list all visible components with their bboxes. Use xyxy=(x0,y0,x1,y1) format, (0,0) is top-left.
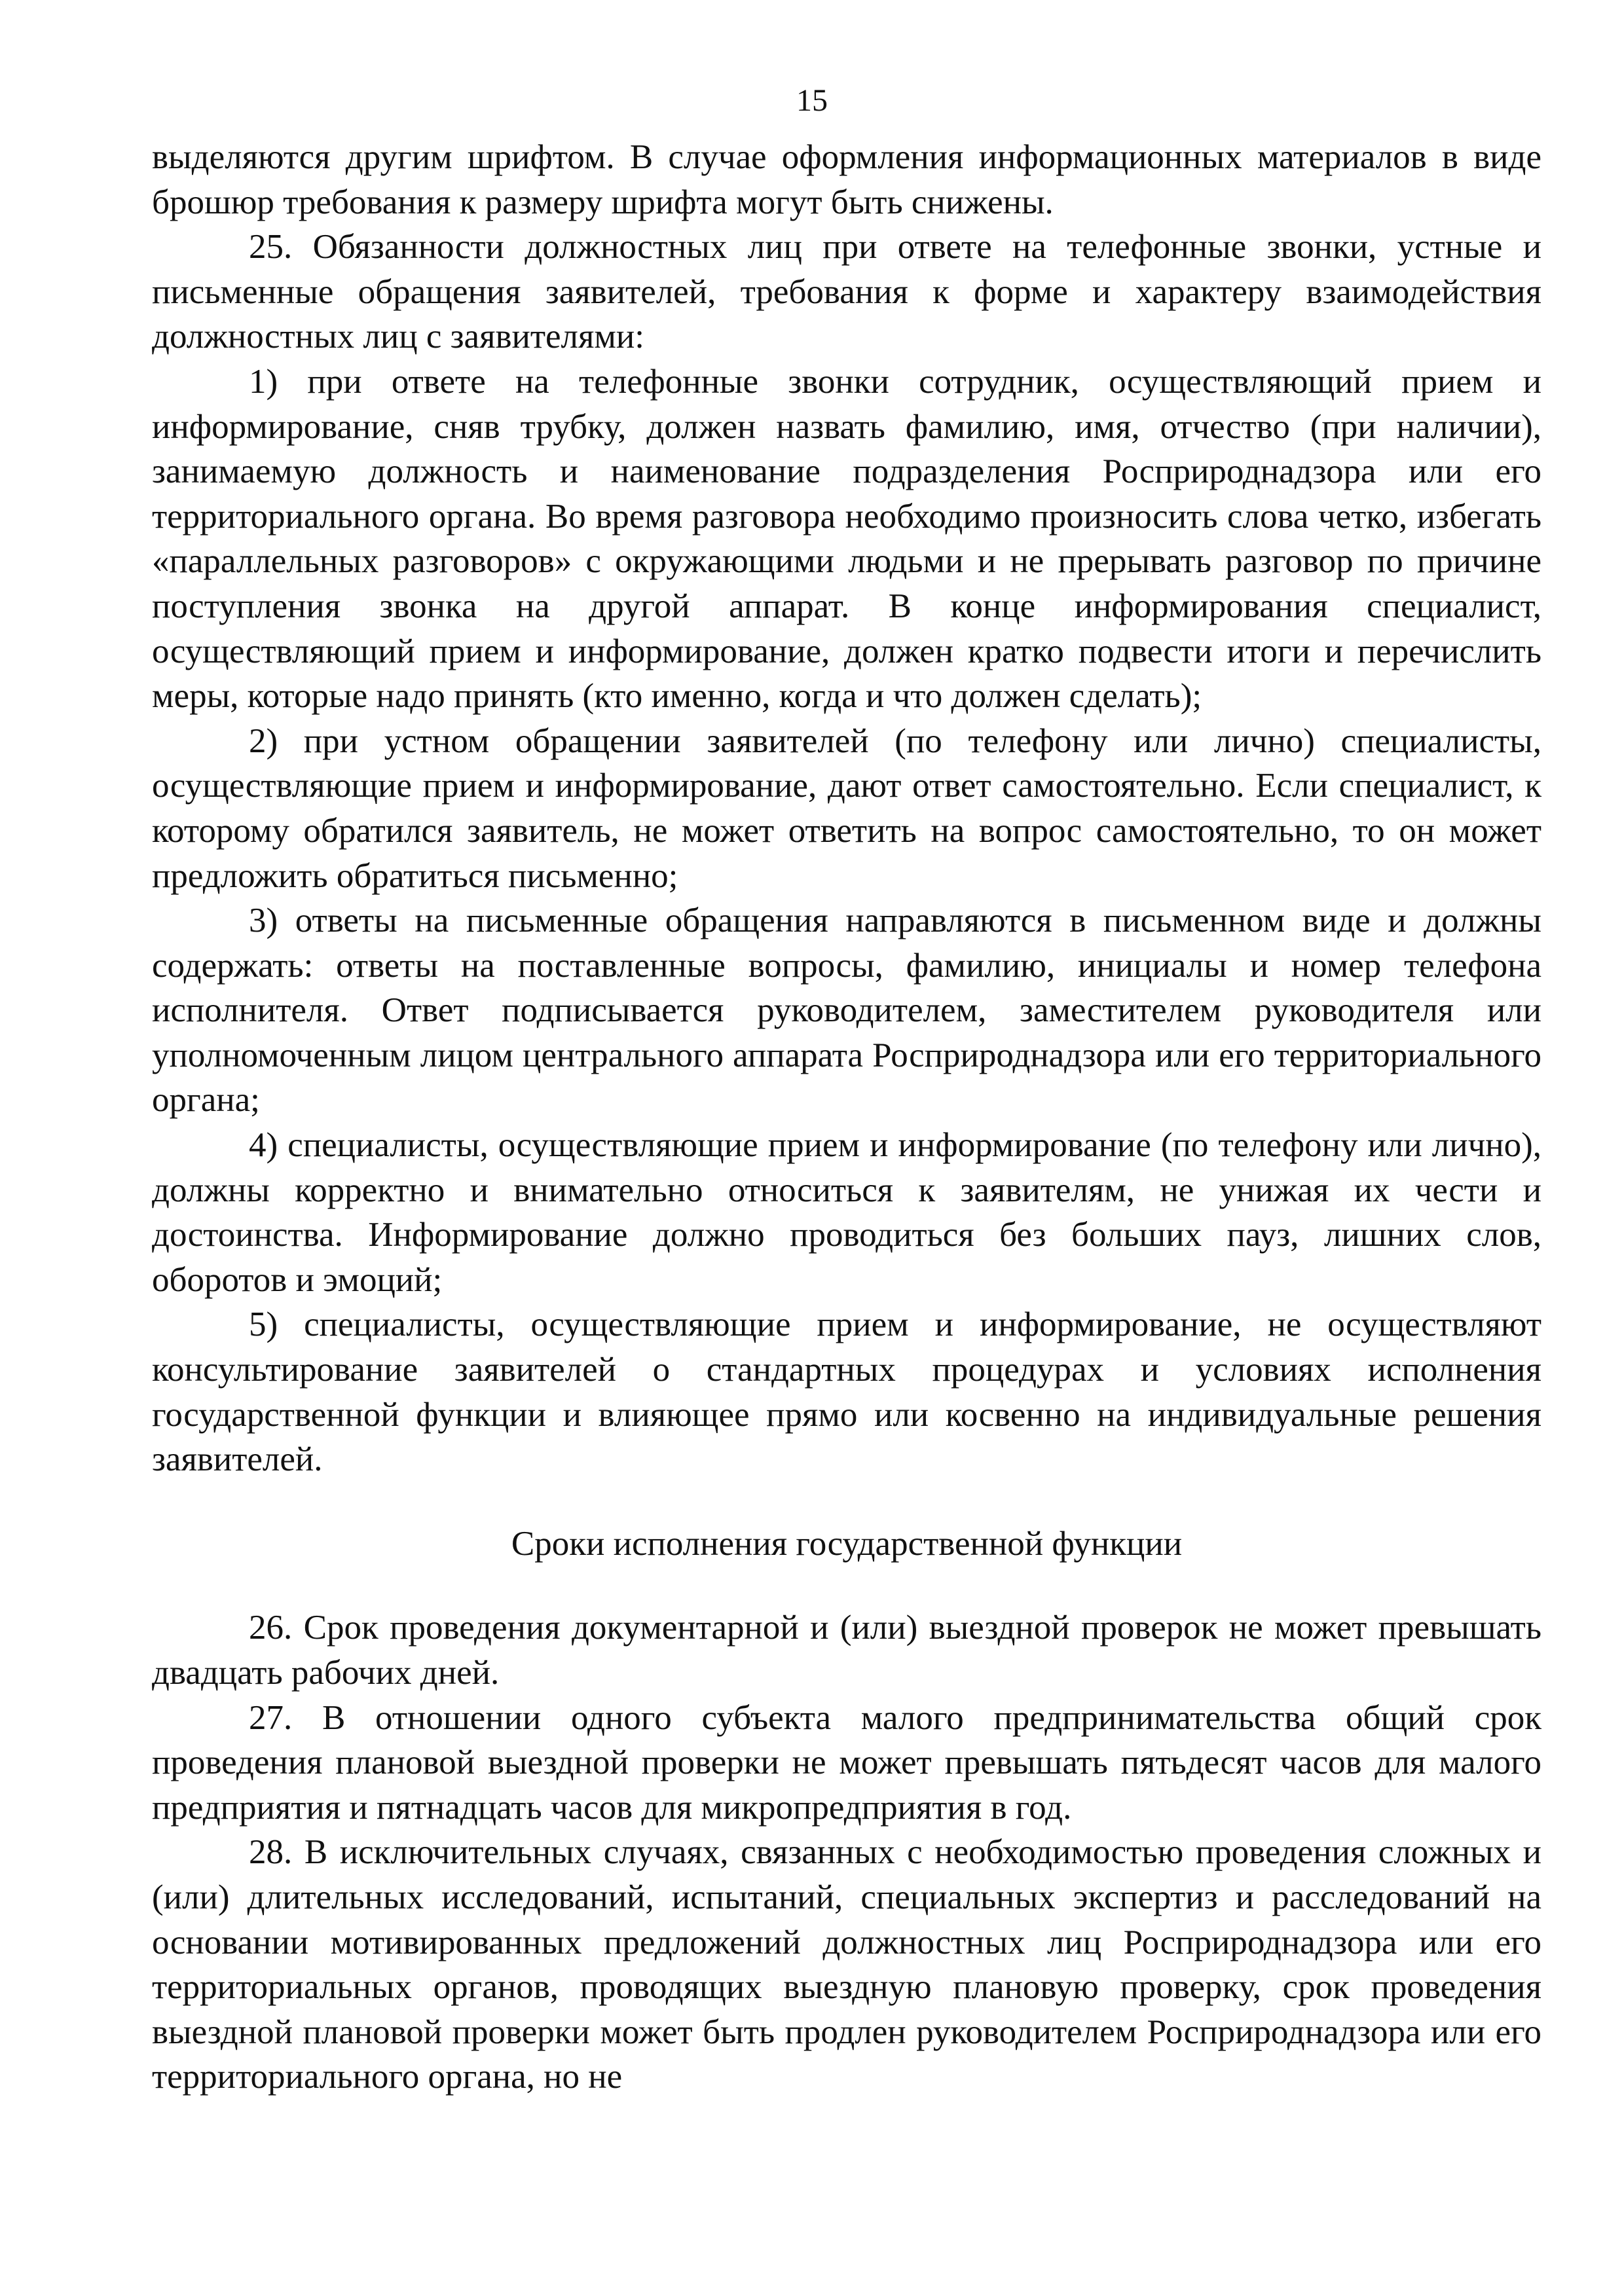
page-number: 15 xyxy=(796,83,828,118)
paragraph-item-28: 28. В исключительных случаях, связанных с необходимостью проведения сложных и (или) длительных исследований, испытаний, специальных экспертиз и расследований на основании мотивированных предложений должностных лиц Росприроднадзора или его территориальных органов, проводящих выездную плановую проверку, срок проведения выездной плановой проверки может быть продлен руководителем Росприроднадзора или его территориального органа, но не xyxy=(152,1833,1541,2096)
paragraph-subitem-3: 3) ответы на письменные обращения направляются в письменном виде и должны содержать: ответы на поставленные вопросы, фамилию, инициалы и номер телефона исполнителя. Ответ подписывается руководителем, заместителем руководителя или уполномоченным лицом центрального аппарата Росприроднадзора или его территориального органа; xyxy=(152,902,1541,1120)
paragraph-subitem-1: 1) при ответе на телефонные звонки сотрудник, осуществляющий прием и информирование, сняв трубку, должен назвать фамилию, имя, отчество (при наличии), занимаемую должность и наименование подразделения Росприроднадзора или его территориального органа. Во время разговора необходимо произносить слова четко, избегать «параллельных разговоров» с окружающими людьми и не прерывать разговор по причине поступления звонка на другой аппарат. В конце информирования специалист, осуществляющий прием и информирование, должен кратко подвести итоги и перечислить меры, которые надо принять (кто именно, когда и что должен сделать); xyxy=(152,362,1541,716)
document-body xyxy=(152,135,1541,2100)
paragraph-subitem-5: 5) специалисты, осуществляющие прием и информирование, не осуществляют консультирование заявителей о стандартных процедурах и условиях исполнения государственной функции и влияющее прямо или косвенно на индивидуальные решения заявителей. xyxy=(152,1305,1541,1479)
paragraph-continuation: выделяются другим шрифтом. В случае оформления информационных материалов в виде брошюр требования к размеру шрифта могут быть снижены. xyxy=(152,138,1541,221)
section-heading: Сроки исполнения государственной функции xyxy=(511,1524,1183,1563)
paragraph-subitem-2: 2) при устном обращении заявителей (по телефону или лично) специалисты, осуществляющие прием и информирование, дают ответ самостоятельно. Если специалист, к которому обратился заявитель, не может ответить на вопрос самостоятельно, то он может предложить обратиться письменно; xyxy=(152,721,1541,895)
paragraph-item-27: 27. В отношении одного субъекта малого предпринимательства общий срок проведения плановой выездной проверки не может превышать пятьдесят часов для малого предприятия и пятнадцать часов для микропредприятия в год. xyxy=(152,1698,1541,1827)
paragraph-item-26: 26. Срок проведения документарной и (или) выездной проверок не может превышать двадцать рабочих дней. xyxy=(152,1609,1541,1692)
paragraph-item-25: 25. Обязанности должностных лиц при ответе на телефонные звонки, устные и письменные обращения заявителей, требования к форме и характеру взаимодействия должностных лиц с заявителями: xyxy=(152,228,1541,356)
paragraph-subitem-4: 4) специалисты, осуществляющие прием и информирование (по телефону или лично), должны корректно и внимательно относиться к заявителям, не унижая их чести и достоинства. Информирование должно проводиться без больших пауз, лишних слов, оборотов и эмоций; xyxy=(152,1126,1541,1299)
